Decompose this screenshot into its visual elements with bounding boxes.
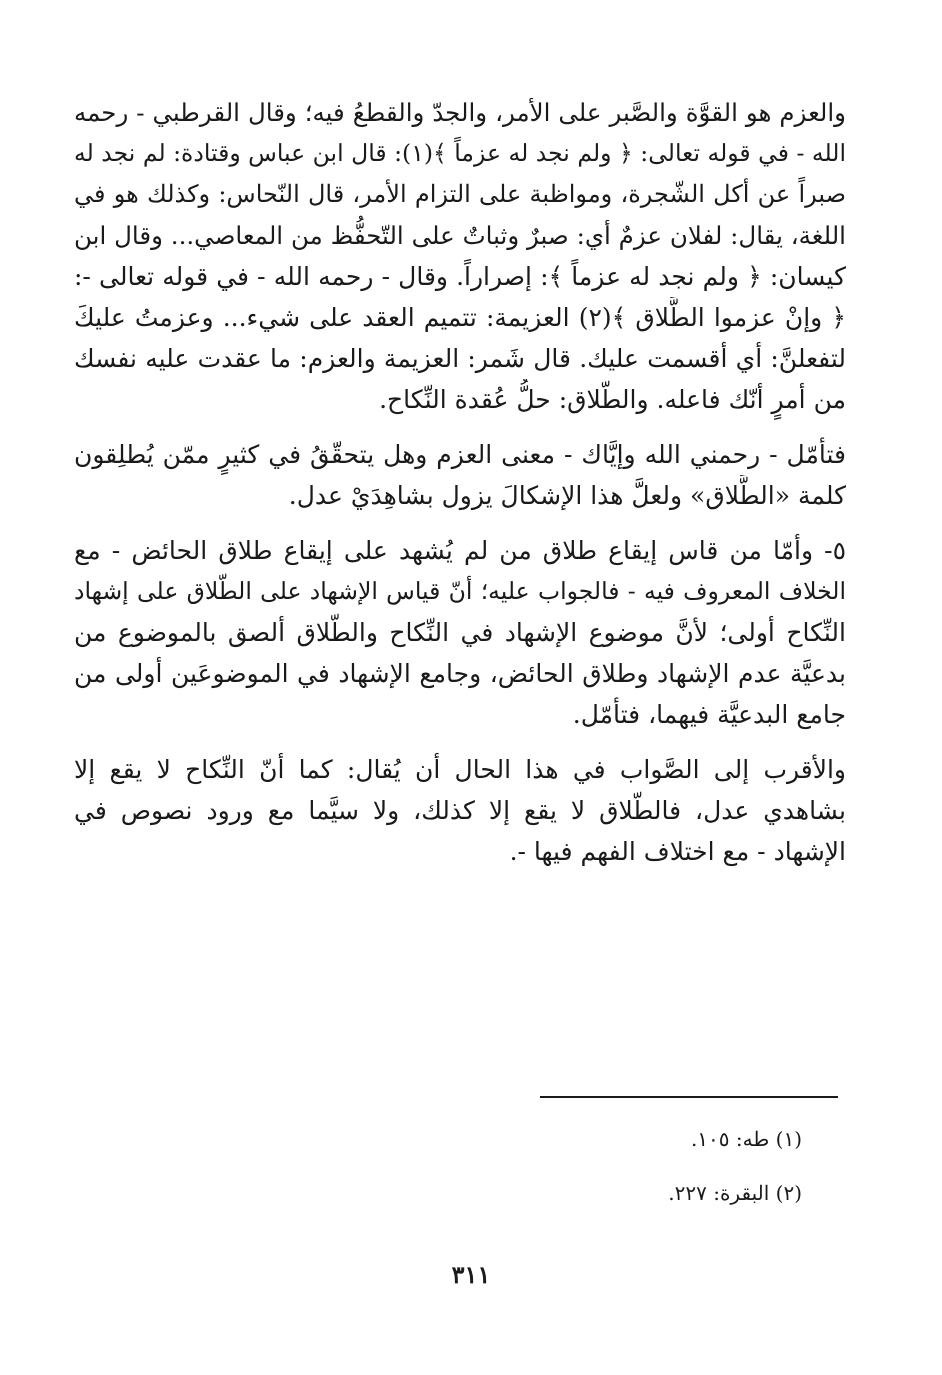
paragraph-4 — [74, 749, 846, 872]
text-line: النِّكاح أولى؛ لأنَّ موضوع الإشهاد في النِّكاح والطّلاق ألصق بالموضوع من — [74, 618, 846, 647]
footnote-separator — [540, 1096, 838, 1098]
text-line: والعزم هو القوَّة والصَّبر على الأمر، والجدّ والقطعُ فيه؛ وقال القرطبي - رحمه — [74, 98, 846, 127]
text-line: فتأمّل - رحمني الله وإيَّاك - معنى العزم وهل يتحقّقُ في كثيرٍ ممّن يُطلِقون — [74, 440, 846, 469]
page-number: ٣١١ — [451, 1260, 491, 1289]
text-line: الإشهاد - مع اختلاف الفهم فيها -. — [509, 837, 846, 866]
text-line: كيسان: ﴿ ولم نجد له عزماً ﴾: إصراراً. وقال - رحمه الله - في قوله تعالى -: — [74, 262, 846, 291]
paragraph-2 — [74, 434, 846, 516]
text-line: كلمة «الطَّلاق» ولعلَّ هذا الإشكالَ يزول بشاهِدَيْ عدل. — [288, 481, 846, 510]
footnote-1: (١) طه: ١٠٥. — [690, 1127, 802, 1151]
footnote-2: (٢) البقرة: ٢٢٧. — [668, 1181, 802, 1205]
text-line: بشاهدي عدل، فالطّلاق لا يقع إلا كذلك، ولا سيَّما مع ورود نصوص في — [74, 796, 846, 825]
text-line: لتفعلنَّ: أي أقسمت عليك. قال شَمر: العزيمة والعزم: ما عقدت عليه نفسك — [74, 344, 846, 373]
text-line: بدعيَّة عدم الإشهاد وطلاق الحائض، وجامع الإشهاد في الموضوعَين أولى من — [74, 659, 846, 688]
text-line: صبراً عن أكل الشّجرة، ومواظبة على التزام الأمر، قال النّحاس: وكذلك هو في — [74, 180, 846, 208]
text-line: ٥- وأمّا من قاس إيقاع طلاق من لم يُشهد على إيقاع طلاق الحائض - مع — [74, 536, 846, 565]
text-line: من أمرٍ أنّك فاعله. والطّلاق: حلُّ عُقدة النِّكاح. — [379, 385, 846, 414]
paragraph-1 — [74, 92, 846, 420]
text-line: اللغة، يقال: لفلان عزمٌ أي: صبرٌ وثباتٌ على التّحفُّظ من المعاصي... وقال ابن — [74, 221, 846, 250]
footnotes — [668, 1126, 802, 1234]
text-line: ﴿ وإنْ عزموا الطَّلاق ﴾(٢) العزيمة: تتميم العقد على شيء... وعزمتُ عليكَ — [74, 303, 846, 332]
text-line: والأقرب إلى الصَّواب في هذا الحال أن يُقال: كما أنّ النِّكاح لا يقع إلا — [74, 755, 846, 784]
text-line: جامع البدعيَّة فيهما، فتأمّل. — [572, 700, 846, 729]
text-line: الخلاف المعروف فيه - فالجواب عليه؛ أنّ قياس الإشهاد على الطّلاق على إشهاد — [74, 577, 846, 605]
paragraph-3 — [74, 530, 846, 735]
main-text — [74, 92, 846, 886]
text-line: الله - في قوله تعالى: ﴿ ولم نجد له عزماً ﴾(١): قال ابن عباس وقتادة: لم نجد له — [74, 139, 846, 167]
